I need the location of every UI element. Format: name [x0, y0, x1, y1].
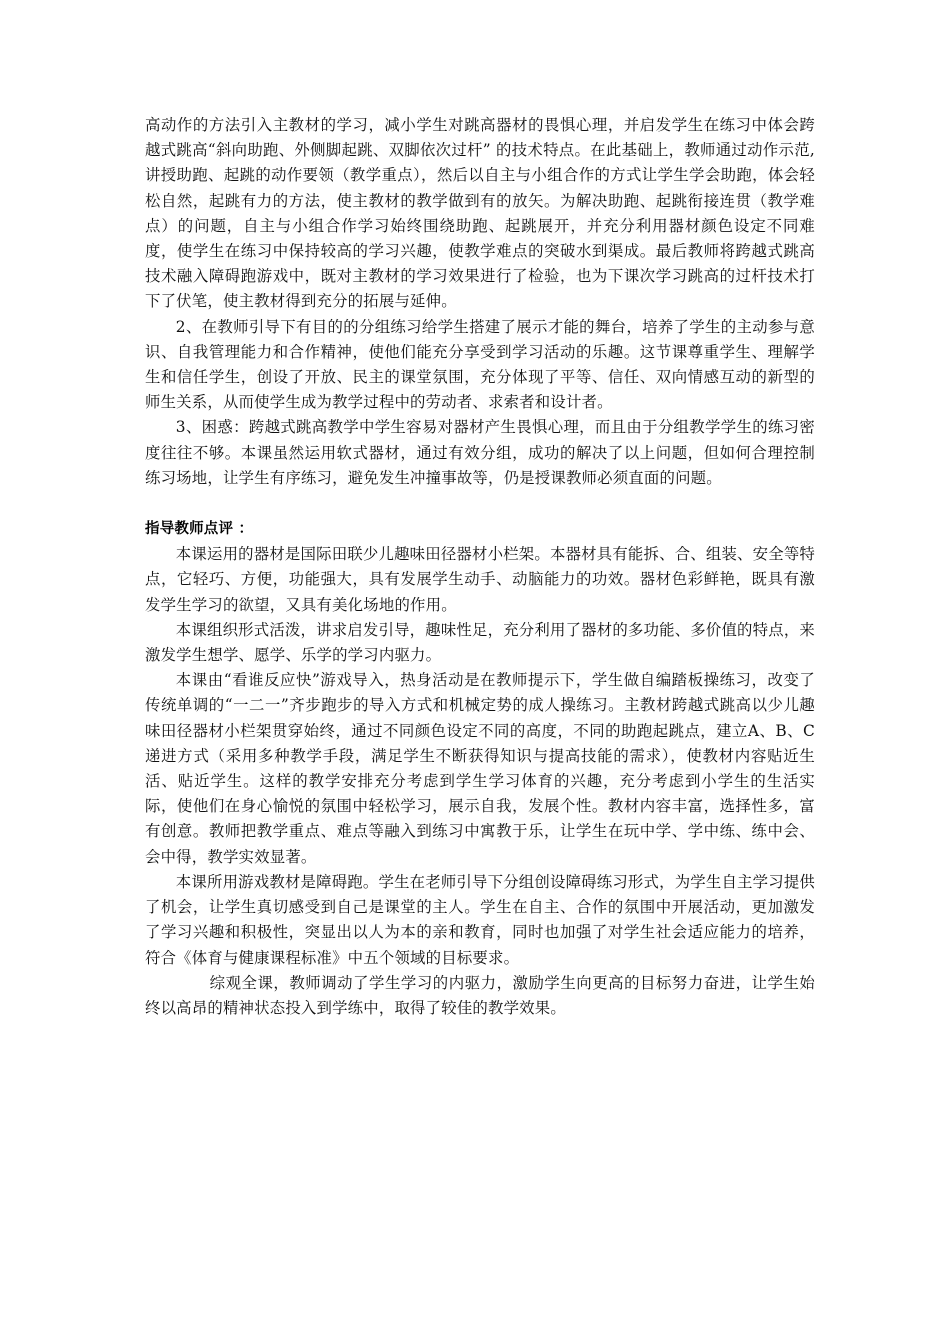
comment-paragraph-1: 本课运用的器材是国际田联少儿趣味田径器材小栏架。本器材具有能拆、合、组装、安全等特点，它轻巧、方便，功能强大，具有发展学生动手、动脑能力的功效。器材色彩鲜艳，既具有激发学生学习的欲望，又具有美化场地的作用。: [145, 545, 816, 614]
comment-paragraph-4: 本课所用游戏教材是障碍跑。学生在老师引导下分组创设障碍练习形式，为学生自主学习提供了机会，让学生真切感受到自己是课堂的主人。学生在自主、合作的氛围中开展活动，更加激发了学习兴趣和积极性，突显出以人为本的亲和教育，同时也加强了对学生社会适应能力的培养，符合《体育与健康课程标准》中五个领域的目标要求。: [145, 872, 816, 967]
section-spacer: [145, 491, 815, 517]
comment-paragraph-3: 本课由“看谁反应快”游戏导入，热身活动是在教师提示下，学生做自编踏板操练习，改变了传统单调的“一二一”齐步跑步的导入方式和机械定势的成人操练习。主教材跨越式跳高以少儿趣味田径器材小栏架贯穿始终，通过不同颜色设定不同的高度，不同的助跑起跳点，建立A、B、C递进方式（采用多种教学手段，满足学生不断获得知识与提高技能的需求），使教材内容贴近生活、贴近学生。这样的教学安排充分考虑到学生学习体育的兴趣，充分考虑到小学生的生活实际，使他们在身心愉悦的氛围中轻松学习，展示自我，发展个性。教材内容丰富，选择性多，富有创意。教师把教学重点、难点等融入到练习中寓教于乐，让学生在玩中学、学中练、练中会、会中得，教学实效显著。: [145, 671, 815, 866]
comment-heading: 指导教师点评 ：: [145, 521, 254, 538]
reflection-paragraph-2: 2、在教师引导下有目的的分组练习给学生搭建了展示才能的舞台，培养了学生的主动参与意识、自我管理能力和合作精神，使他们能充分享受到学习活动的乐趣。这节课尊重学生、理解学生和信任学生，创设了开放、民主的课堂氛围，充分体现了平等、信任、双向情感互动的新型的师生关系，从而使学生成为教学过程中的劳动者、求索者和设计者。: [145, 317, 815, 412]
reflection-paragraph-1: 高动作的方法引入主教材的学习，减小学生对跳高器材的畏惧心理，并启发学生在练习中体会跨越式跳高“斜向助跑、外侧脚起跳、双脚依次过杆” 的技术特点。在此基础上，教师通过动作示范,讲授助跑、起跳的动作要领（教学重点），然后以自主与小组合作的方式让学生学会助跑，体会轻松自然，起跳有力的方法，使主教材的教学做到有的放矢。为解决助跑、起跳衔接连贯（教学难点）的问题，自主与小组合作学习始终围绕助跑、起跳展开，并充分利用器材颜色设定不同难度，使学生在练习中保持较高的学习兴趣，使教学难点的突破水到渠成。最后教师将跨越式跳高技术融入障碍跑游戏中，既对主教材的学习效果进行了检验，也为下课次学习跳高的过杆技术打下了伏笔，使主教材得到充分的拓展与延伸。: [145, 116, 815, 311]
reflection-paragraph-3: 3、困惑：跨越式跳高教学中学生容易对器材产生畏惧心理，而且由于分组教学学生的练习密度往往不够。本课虽然运用软式器材，通过有效分组，成功的解决了以上问题，但如何合理控制练习场地，让学生有序练习，避免发生冲撞事故等，仍是授课教师必须直面的问题。: [145, 418, 815, 487]
comment-paragraph-5: 综观全课，教师调动了学生学习的内驱力，激励学生向更高的目标努力奋进，让学生始终以高昂的精神状态投入到学练中，取得了较佳的教学效果。: [145, 973, 815, 1017]
document-body: [145, 113, 815, 1021]
comment-paragraph-2: 本课组织形式活泼，讲求启发引导，趣味性足，充分利用了器材的多功能、多价值的特点，来激发学生想学、愿学、乐学的学习内驱力。: [145, 620, 816, 665]
